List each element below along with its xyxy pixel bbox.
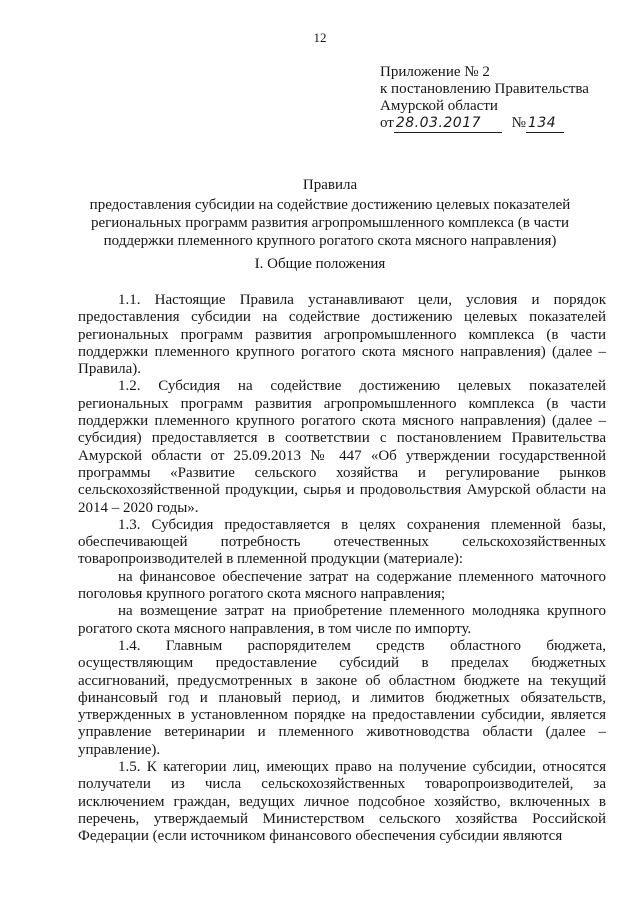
paragraph-1-2: 1.2. Субсидия на содействие достижению целевых показателей региональных программ развития агропромышленного комплекса (в части поддержки племенного крупного рогатого скота мясного направления) (далее – субсидия) предоставляется в соответствии с постановлением Правительства Амурской области от 25.09.2013 № 447 «Об утверждении государственной программы «Развитие сельского хозяйства и регулирование рынков сельскохозяйственной продукции, сырья и продовольствия Амурской области на 2014 – 2020 годы». <box>78 378 606 516</box>
paragraph-1-3: 1.3. Субсидия предоставляется в целях сохранения племенной базы, обеспечивающей потребность отечественных сельскохозяйственных товаропроизводителей в племенной продукции (материале): <box>78 516 606 568</box>
document-body <box>78 292 606 846</box>
handwritten-number: 134 <box>526 115 564 133</box>
document-title: Правила <box>302 177 358 193</box>
appendix-date-number-line <box>380 115 589 133</box>
paragraph-1-1: 1.1. Настоящие Правила устанавливают цели, условия и порядок предоставления субсидии на содействие достижению целевых показателей региональных программ развития агропромышленного комплекса (в части поддержки племенного крупного рогатого скота мясного направления) (далее – Правила). <box>78 292 606 378</box>
appendix-block <box>380 64 589 133</box>
handwritten-date: 28.03.2017 <box>394 115 502 133</box>
paragraph-1-4: 1.4. Главным распорядителем средств областного бюджета, осуществляющим предоставление субсидий в пределах бюджетных ассигнований, предусмотренных в законе об областном бюджете на текущий финансовый год и плановый период, и лимитов бюджетных обязательств, утвержденных в установленном порядке на предоставлении субсидии, является управление ветеринарии и племенного животноводства области (далее – управление). <box>78 637 606 758</box>
paragraph-1-3-item-1: на финансовое обеспечение затрат на содержание племенного маточного поголовья крупного рогатого скота мясного направления; <box>78 568 606 603</box>
appendix-region: Амурской области <box>380 98 498 114</box>
paragraph-1-3-item-2: на возмещение затрат на приобретение племенного молодняка крупного рогатого скота мясного направления, в том числе по импорту. <box>78 603 606 637</box>
section-heading: I. Общие положения <box>254 256 386 272</box>
date-prefix: от <box>380 115 394 131</box>
paragraph-1-5: 1.5. К категории лиц, имеющих право на получение субсидии, относятся получатели из числа сельскохозяйственных товаропроизводителей, за исключением граждан, ведущих личное подсобное хозяйство, включенных в перечень, утверждаемый Министерством сельского хозяйства Российской Федерации (если источником финансового обеспечения субсидии являются <box>78 759 606 845</box>
document-title-block <box>80 176 580 250</box>
appendix-title: Приложение № 2 <box>380 64 490 80</box>
appendix-resolution-ref: к постановлению Правительства <box>380 81 589 97</box>
page-number: 12 <box>313 30 327 45</box>
document-subtitle: предоставления субсидии на содействие достижению целевых показателей региональных программ развития агропромышленного комплекса (в части поддержки племенного крупного рогатого скота мясного направления) <box>89 197 571 249</box>
number-prefix: № <box>511 115 526 131</box>
